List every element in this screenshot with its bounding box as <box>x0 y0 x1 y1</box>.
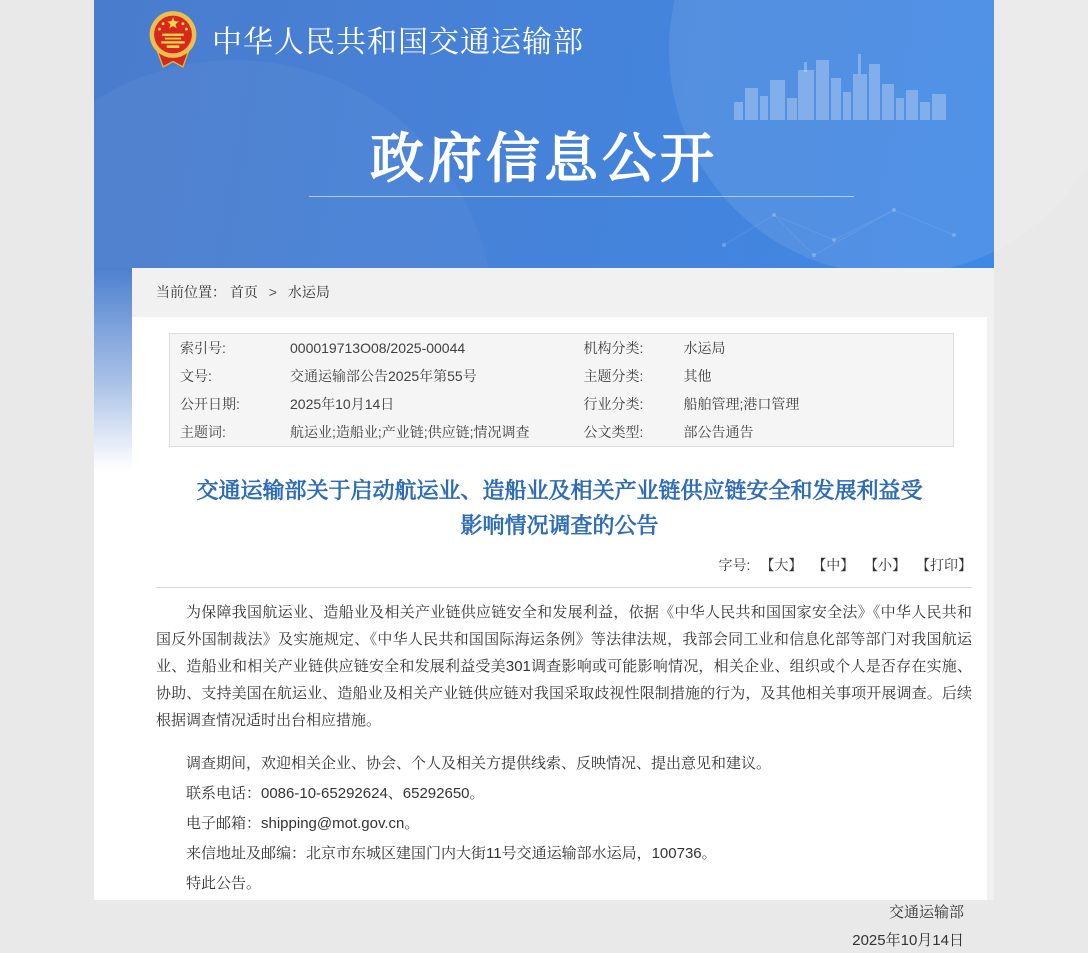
print-button[interactable]: 【打印】 <box>916 557 972 573</box>
meta-label: 机构分类: <box>583 340 644 356</box>
meta-value: 航运业;造船业;产业链;供应链;情况调查 <box>290 424 530 440</box>
meta-value: 其他 <box>683 368 712 384</box>
header-banner <box>94 0 994 268</box>
meta-value: 水运局 <box>683 340 726 356</box>
font-size-medium-button[interactable]: 【中】 <box>812 557 855 573</box>
right-margin-strip <box>987 317 994 900</box>
document-panel <box>132 317 987 949</box>
meta-row-doc-type <box>562 418 954 446</box>
meta-value: 000019713O08/2025-00044 <box>290 340 466 356</box>
paragraph: 来信地址及邮编：北京市东城区建国门内大街11号交通运输部水运局，100736。 <box>186 845 717 862</box>
meta-row-industry-category <box>562 390 954 418</box>
meta-row-topic-category <box>562 362 954 390</box>
page-title: 政府信息公开 <box>370 129 718 189</box>
title-underline <box>309 196 854 197</box>
page <box>94 0 994 949</box>
left-gradient-strip <box>94 268 132 900</box>
meta-row-doc-number <box>170 362 562 390</box>
meta-label: 公文类型: <box>583 424 644 440</box>
meta-label: 主题词: <box>180 424 226 440</box>
article-title: 交通运输部关于启动航运业、造船业及相关产业链供应链安全和发展利益受影响情况调查的公告 <box>196 478 923 538</box>
font-size-large-button[interactable]: 【大】 <box>760 557 803 573</box>
breadcrumb-current-link[interactable]: 水运局 <box>287 284 330 300</box>
font-size-label: 字号: <box>718 557 751 573</box>
breadcrumb-label: 当前位置： <box>156 284 226 300</box>
breadcrumb-home-link[interactable]: 首页 <box>229 284 258 300</box>
article-body <box>156 599 972 953</box>
paragraph: 调查期间，欢迎相关企业、协会、个人及相关方提供线索、反映情况、提出意见和建议。 <box>186 755 772 772</box>
meta-panel <box>169 333 954 447</box>
breadcrumb-separator: > <box>268 284 277 300</box>
constellation-graphic <box>714 195 974 265</box>
meta-label: 文号: <box>180 368 212 384</box>
signature: 交通运输部 <box>888 904 964 921</box>
font-size-small-button[interactable]: 【小】 <box>864 557 907 573</box>
meta-row-publish-date <box>170 390 562 418</box>
meta-value: 部公告通告 <box>683 424 754 440</box>
paragraph: 电子邮箱：shipping@mot.gov.cn。 <box>186 815 420 832</box>
meta-row-keywords <box>170 418 562 446</box>
meta-label: 主题分类: <box>583 368 644 384</box>
paragraph: 联系电话：0086-10-65292624、65292650。 <box>186 785 485 802</box>
meta-label: 公开日期: <box>180 396 240 412</box>
national-emblem-icon <box>146 8 200 70</box>
meta-value: 2025年10月14日 <box>290 396 395 412</box>
meta-value: 交通运输部公告2025年第55号 <box>290 368 477 384</box>
font-size-controls <box>156 555 972 588</box>
meta-row-org-category <box>562 334 954 362</box>
site-name: 中华人民共和国交通运输部 <box>212 26 584 59</box>
meta-row-index-number <box>170 334 562 362</box>
paragraph: 为保障我国航运业、造船业及相关产业链供应链安全和发展利益，依据《中华人民共和国国家安全法》《中华人民共和国反外国制裁法》及实施规定、《中华人民共和国国际海运条例》等法律法规，我部会同工业和信息化部等部门对我国航运业、造船业和相关产业链供应链安全和发展利益受美301调查影响或可能影响情况，相关企业、组织或个人是否存在实施、协助、支持美国在航运业、造船业及相关产业链供应链对我国采取歧视性限制措施的行为，及其他相关事项开展调查。后续根据调查情况适时出台相应措施。 <box>156 604 972 729</box>
publish-date: 2025年10月14日 <box>852 932 964 949</box>
meta-label: 索引号: <box>180 340 226 356</box>
paragraph: 特此公告。 <box>186 875 262 892</box>
site-brand <box>146 8 584 70</box>
breadcrumb <box>132 268 994 317</box>
meta-value: 船舶管理;港口管理 <box>683 396 800 412</box>
meta-label: 行业分类: <box>583 396 644 412</box>
city-skyline-graphic <box>734 52 949 120</box>
